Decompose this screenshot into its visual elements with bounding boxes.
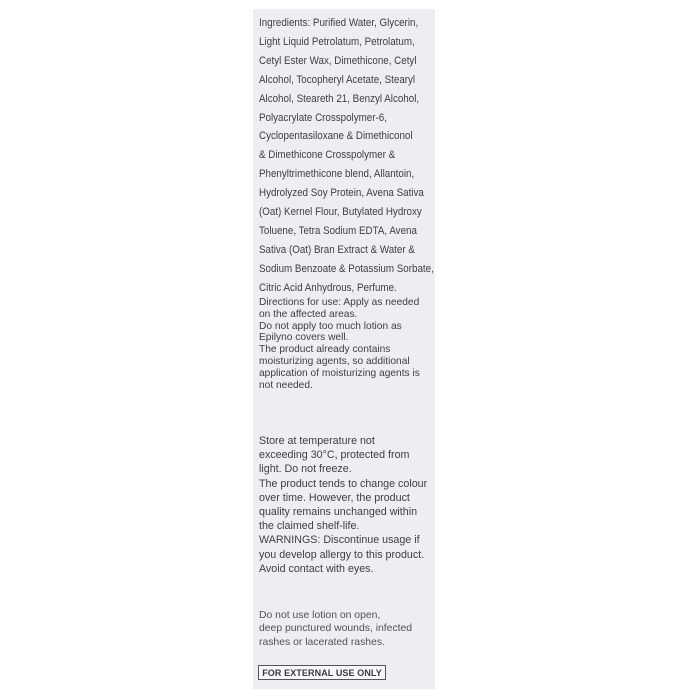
directions-line: not needed.: [259, 379, 313, 391]
ingredients-line: Light Liquid Petrolatum, Petrolatum,: [259, 35, 415, 48]
ingredients-line: Toluene, Tetra Sodium EDTA, Avena: [259, 224, 417, 237]
external-use-label: FOR EXTERNAL USE ONLY: [262, 667, 382, 678]
storage-line: Store at temperature not: [259, 435, 375, 447]
directions-line: Directions for use: Apply as needed: [259, 297, 420, 308]
ingredients-line: Ingredients: Purified Water, Glycerin,: [259, 17, 419, 29]
directions-line: Do not apply too much lotion as: [259, 320, 402, 332]
storage-line: WARNINGS: Discontinue usage if: [259, 534, 420, 547]
ingredients-line: Alcohol, Steareth 21, Benzyl Alcohol,: [259, 92, 420, 105]
ingredients-line: Hydrolyzed Soy Protein, Avena Sativa: [259, 187, 424, 200]
ingredients-line: Citric Acid Anhydrous, Perfume.: [259, 281, 397, 294]
ingredients-line: Phenyltrimethicone blend, Allantoin,: [259, 168, 415, 181]
ingredients-line: Polyacrylate Crosspolymer-6,: [259, 111, 387, 124]
ingredients-line: Cyclopentasiloxane & Dimethiconol: [259, 130, 413, 143]
product-label-panel: [253, 9, 435, 689]
ingredients-line: Alcohol, Tocopheryl Acetate, Stearyl: [259, 73, 416, 86]
storage-line: you develop allergy to this product.: [259, 548, 425, 561]
storage-line: the claimed shelf-life.: [259, 520, 360, 533]
storage-line: exceeding 30°C, protected from: [259, 449, 410, 462]
storage-warnings-text: [259, 434, 431, 576]
storage-line: over time. However, the product: [259, 491, 410, 504]
wound-warning-line: rashes or lacerated rashes.: [259, 636, 385, 648]
storage-line: quality remains unchanged within: [259, 506, 418, 519]
ingredients-line: & Dimethicone Crosspolymer &: [259, 149, 396, 162]
storage-line: The product tends to change colour: [259, 477, 428, 490]
storage-line: Avoid contact with eyes.: [259, 562, 374, 575]
directions-line: on the affected areas.: [259, 308, 358, 320]
directions-line: Epilyno covers well.: [259, 332, 349, 344]
ingredients-line: (Oat) Kernel Flour, Butylated Hydroxy: [259, 206, 422, 219]
ingredients-line: Cetyl Ester Wax, Dimethicone, Cetyl: [259, 54, 417, 67]
directions-line: application of moisturizing agents is: [259, 367, 420, 379]
ingredients-line: Sodium Benzoate & Potassium Sorbate,: [259, 262, 434, 275]
directions-line: The product already contains: [259, 344, 391, 356]
directions-text: [259, 297, 431, 391]
ingredients-text: [259, 14, 434, 298]
wound-warning-line: Do not use lotion on open,: [259, 610, 381, 621]
ingredients-line: Sativa (Oat) Bran Extract & Water &: [259, 243, 415, 256]
wound-warning-text: [259, 609, 431, 649]
storage-line: light. Do not freeze.: [259, 463, 352, 476]
external-use-box: [258, 665, 386, 680]
wound-warning-line: deep punctured wounds, infected: [259, 623, 413, 635]
directions-line: moisturizing agents, so additional: [259, 355, 410, 367]
